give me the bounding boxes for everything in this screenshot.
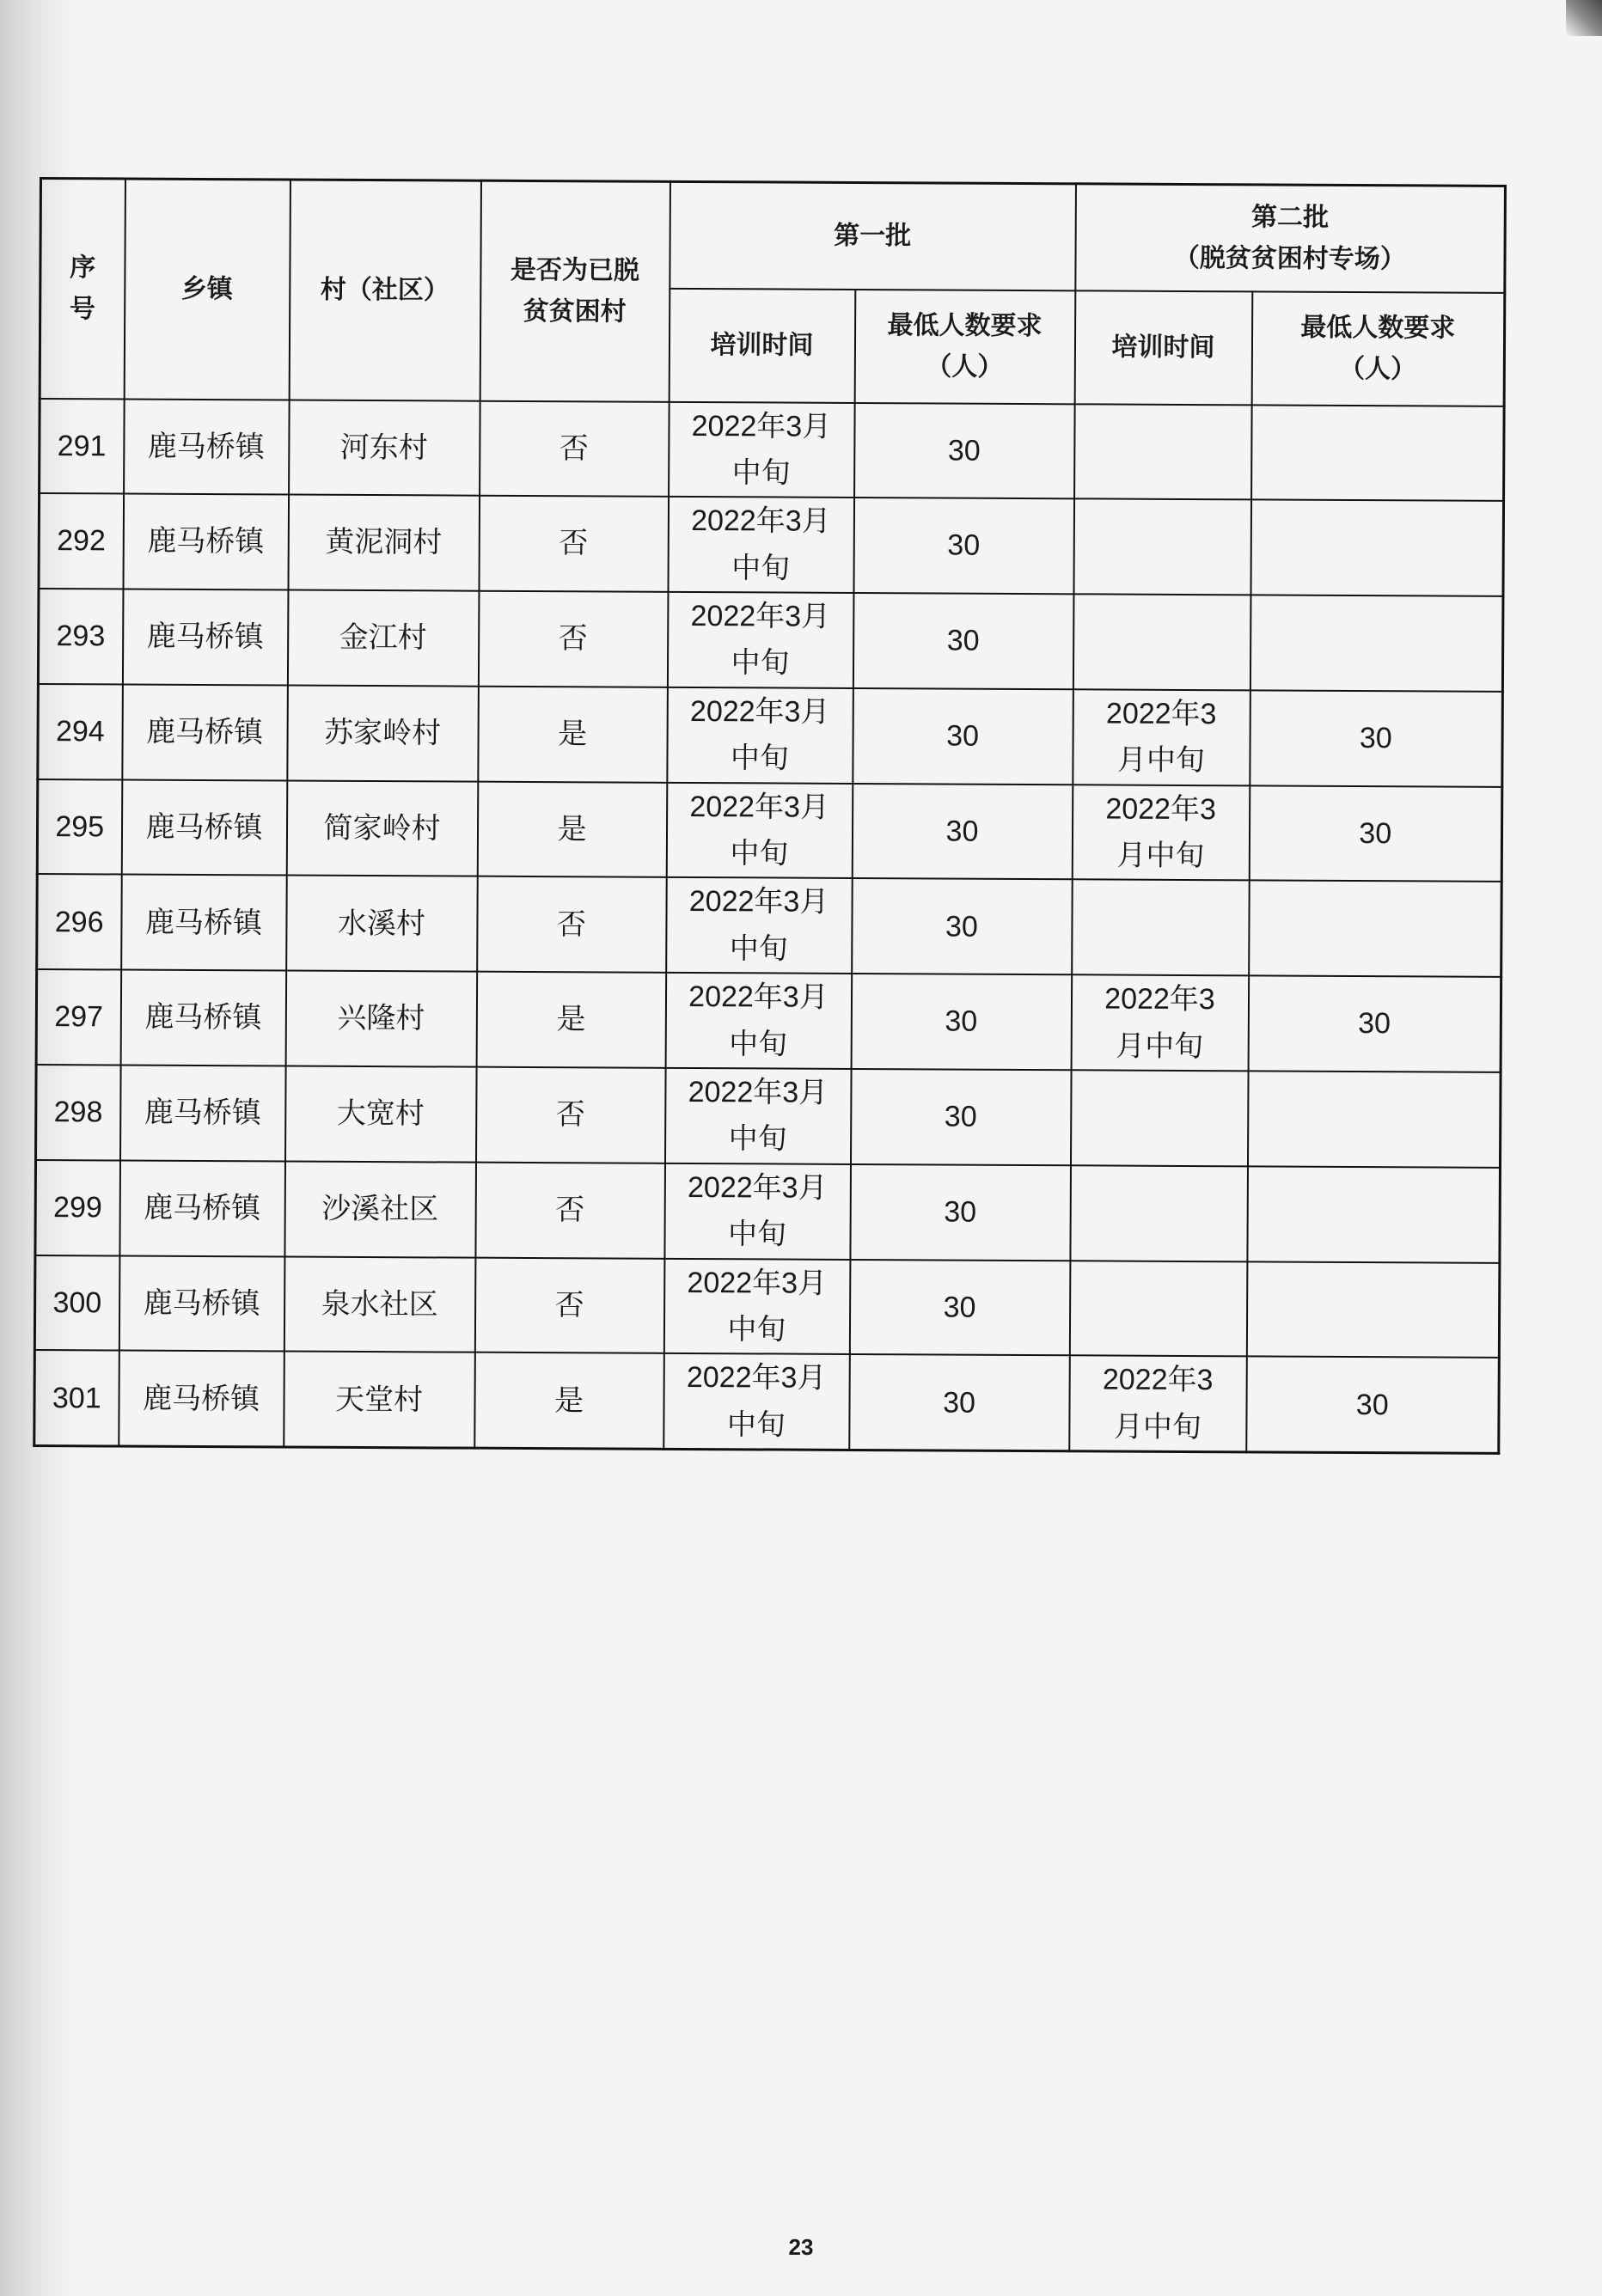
cell-seq: 295 [37,779,122,875]
cell-b1-min: 30 [850,1069,1071,1165]
cell-b1-time: 2022年3月 中旬 [663,1258,850,1354]
cell-poverty: 是 [476,972,666,1068]
cell-town: 鹿马桥镇 [119,1255,284,1352]
cell-b2-time [1072,880,1250,976]
cell-b1-time: 2022年3月 中旬 [667,592,853,688]
cell-b1-time: 2022年3月 中旬 [669,401,855,498]
cell-b2-min [1250,595,1503,691]
cell-poverty: 是 [478,687,668,783]
cell-seq: 301 [34,1350,119,1446]
cell-poverty: 否 [480,400,670,497]
page-number: 23 [788,2234,814,2260]
cell-seq: 300 [34,1255,119,1351]
training-table-container [33,177,1504,1455]
cell-b2-time [1070,1165,1248,1261]
cell-b2-min [1251,405,1505,501]
cell-b1-min: 30 [852,784,1073,880]
cell-b2-time [1073,594,1250,690]
cell-b1-time: 2022年3月 中旬 [664,1163,851,1260]
cell-b2-min [1250,500,1504,596]
table-row [37,779,1502,882]
cell-b1-min: 30 [853,498,1074,594]
cell-village: 苏家岭村 [287,685,479,781]
cell-poverty: 是 [477,781,667,877]
header-batch-2-min: 最低人数要求 （人） [1251,291,1505,406]
cell-b1-time: 2022年3月 中旬 [666,782,853,878]
cell-b2-time: 2022年3 月中旬 [1073,689,1250,785]
cell-b2-min: 30 [1249,785,1502,882]
cell-b1-min: 30 [849,1354,1070,1451]
cell-b1-min: 30 [851,974,1072,1070]
table-row [38,684,1503,787]
cell-seq: 296 [37,874,122,969]
table-row [36,1065,1501,1168]
cell-seq: 293 [38,589,123,684]
cell-b1-time: 2022年3月 中旬 [665,973,852,1069]
header-village: 村（社区） [289,180,480,400]
cell-b1-time: 2022年3月 中旬 [666,877,853,974]
table-row [37,874,1502,977]
cell-town: 鹿马桥镇 [123,494,289,590]
cell-b2-min: 30 [1250,690,1503,786]
table-header [40,179,1505,406]
cell-town: 鹿马桥镇 [119,1351,284,1447]
cell-b1-min: 30 [852,878,1073,974]
cell-village: 金江村 [287,590,479,687]
cell-b2-time [1074,404,1252,500]
header-seq: 序 号 [40,179,125,400]
header-town: 乡镇 [124,179,290,400]
cell-village: 黄泥洞村 [288,495,480,591]
cell-poverty: 否 [479,496,669,592]
table-body [34,399,1504,1454]
cell-seq: 299 [35,1160,120,1255]
cell-village: 兴隆村 [285,971,477,1067]
cell-b1-time: 2022年3月 中旬 [665,1068,852,1164]
cell-b2-time [1073,499,1251,595]
cell-b2-time [1070,1070,1248,1166]
cell-b2-time: 2022年3 月中旬 [1072,785,1250,881]
cell-b2-min: 30 [1248,976,1501,1072]
cell-town: 鹿马桥镇 [119,1160,285,1256]
cell-b2-time [1069,1261,1247,1357]
cell-poverty: 否 [475,1162,665,1258]
cell-town: 鹿马桥镇 [120,1065,286,1161]
table-row [35,1160,1501,1263]
cell-poverty: 否 [477,876,667,973]
cell-seq: 294 [38,684,123,779]
header-batch-1: 第一批 [670,181,1076,290]
header-batch-1-min: 最低人数要求 （人） [854,289,1075,403]
cell-town: 鹿马桥镇 [120,970,286,1066]
table-row [36,969,1501,1072]
training-schedule-table [33,177,1507,1455]
cell-town: 鹿马桥镇 [122,684,288,780]
cell-b2-min [1247,1166,1501,1262]
cell-town: 鹿马桥镇 [124,399,290,495]
cell-seq: 297 [36,969,121,1065]
cell-b2-min [1247,1071,1501,1167]
table-row [40,399,1505,502]
header-poverty-status: 是否为已脱 贫贫困村 [480,180,670,401]
cell-town: 鹿马桥镇 [121,875,287,971]
table-row [39,493,1504,596]
cell-poverty: 否 [474,1257,664,1353]
cell-poverty: 否 [476,1067,666,1163]
cell-town: 鹿马桥镇 [122,589,288,686]
cell-village: 河东村 [289,400,480,496]
header-batch-2-time: 培训时间 [1074,290,1252,405]
table-row [38,589,1503,692]
table-row [34,1255,1500,1359]
cell-village: 简家岭村 [286,780,478,876]
cell-poverty: 否 [478,591,668,687]
cell-village: 泉水社区 [284,1256,475,1353]
cell-b1-min: 30 [849,1259,1070,1355]
cell-b2-min: 30 [1246,1357,1500,1454]
page-corner [1566,0,1602,36]
cell-b2-time: 2022年3 月中旬 [1071,974,1249,1071]
cell-b1-min: 30 [853,593,1073,689]
cell-village: 水溪村 [286,876,478,972]
cell-seq: 292 [39,493,124,589]
cell-town: 鹿马桥镇 [121,779,287,876]
cell-b1-time: 2022年3月 中旬 [668,497,854,593]
cell-village: 沙溪社区 [284,1161,476,1257]
cell-village: 天堂村 [284,1352,475,1448]
header-batch-2: 第二批 （脱贫贫困村专场） [1075,184,1506,293]
table-row [34,1350,1500,1453]
header-batch-1-time: 培训时间 [669,288,855,402]
cell-b1-min: 30 [850,1164,1071,1261]
cell-b1-time: 2022年3月 中旬 [663,1353,850,1450]
cell-b1-min: 30 [854,402,1075,498]
cell-b2-min [1246,1261,1500,1358]
cell-b1-min: 30 [853,688,1073,785]
cell-b2-time: 2022年3 月中旬 [1069,1356,1247,1452]
cell-b1-time: 2022年3月 中旬 [667,687,853,784]
cell-poverty: 是 [474,1353,664,1449]
cell-seq: 298 [36,1065,121,1160]
cell-seq: 291 [40,399,125,494]
cell-village: 大宽村 [285,1066,477,1162]
cell-b2-min [1249,881,1502,977]
